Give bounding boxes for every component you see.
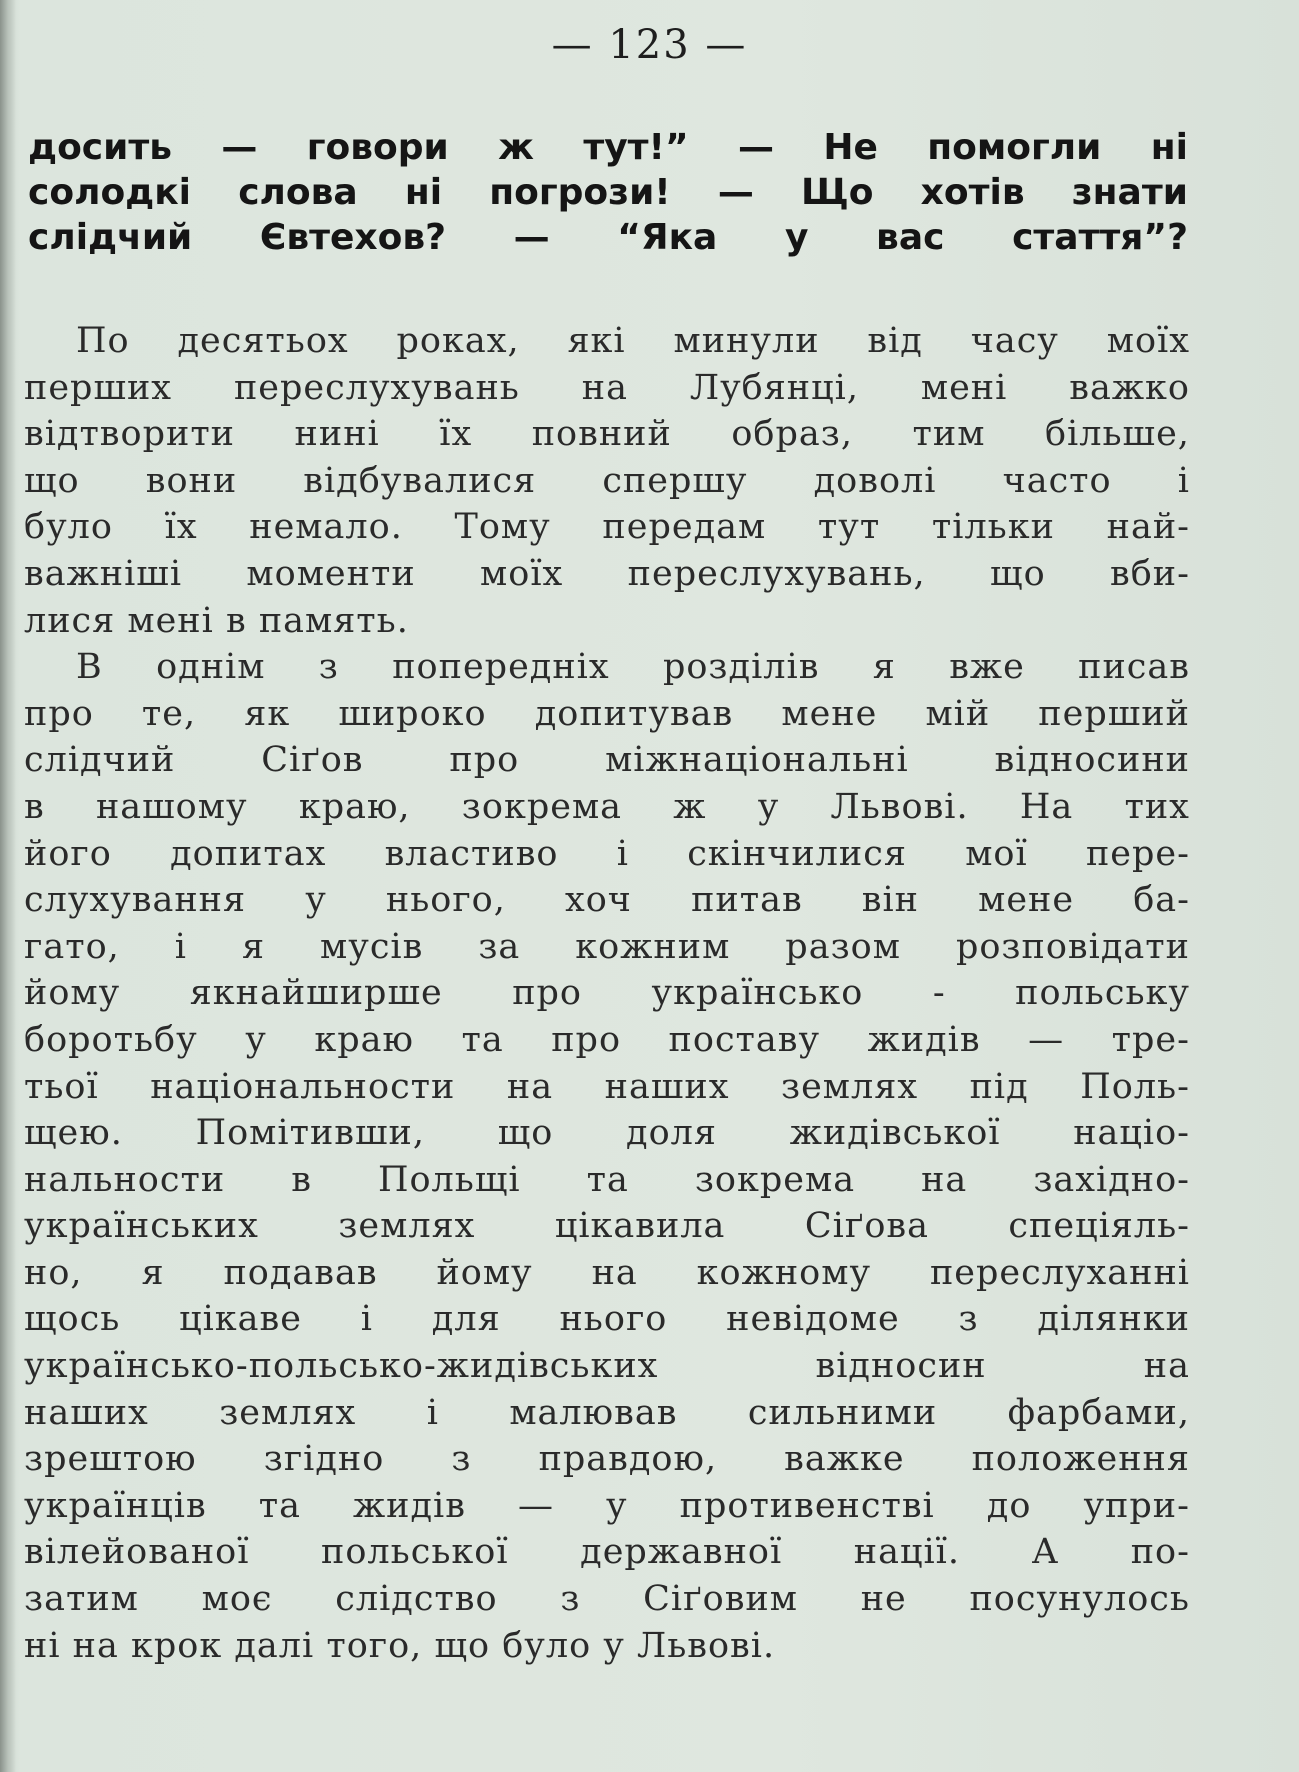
word: однім	[156, 647, 266, 688]
word: подавав	[223, 1252, 378, 1293]
text-line	[24, 784, 1190, 831]
word: що	[24, 460, 80, 501]
word: як	[244, 693, 291, 734]
word: нього	[559, 1299, 668, 1340]
word: образ,	[731, 414, 853, 455]
text-line	[24, 1203, 1190, 1250]
word: міжнаціональні	[605, 740, 909, 781]
word: кожним	[575, 926, 731, 967]
word: і	[616, 833, 629, 874]
word: українців	[24, 1485, 207, 1526]
word: я	[872, 647, 896, 688]
word: Сіґова	[804, 1206, 929, 1247]
word: доволі	[813, 460, 937, 501]
word: По	[76, 321, 130, 361]
word: допитував	[534, 693, 734, 734]
word: щею.	[24, 1113, 123, 1154]
text-line	[24, 1436, 1190, 1483]
word: мусів	[320, 926, 424, 967]
word: память.	[258, 600, 409, 641]
word: українсько	[651, 973, 864, 1014]
word: скінчилися	[687, 833, 907, 874]
word: властиво	[384, 833, 559, 874]
text-line	[24, 1296, 1190, 1343]
word: сильними	[747, 1392, 938, 1433]
word: попередніх	[392, 647, 610, 688]
word: помогли	[927, 127, 1102, 168]
text-line	[24, 458, 1190, 505]
word: пере-	[1085, 833, 1190, 874]
word: ні	[404, 172, 443, 213]
word: мене	[781, 693, 878, 734]
word: від	[867, 321, 923, 361]
word: тих	[1124, 786, 1190, 827]
word: не	[860, 1579, 907, 1620]
word: за	[478, 926, 521, 967]
word: десятьох	[177, 321, 349, 361]
word: —	[1028, 1019, 1065, 1060]
word: —	[737, 127, 774, 168]
word: Не	[823, 127, 878, 168]
text-line	[24, 318, 1190, 365]
word: вби-	[1110, 553, 1190, 594]
word: на	[921, 1159, 968, 1200]
word: для	[431, 1299, 501, 1340]
text-line	[24, 644, 1190, 691]
word: в	[291, 1159, 312, 1200]
word: говори	[306, 127, 449, 168]
word: ні	[24, 1625, 73, 1666]
text-line	[24, 1110, 1190, 1157]
word: західно-	[1033, 1159, 1190, 1200]
text-line	[24, 1017, 1190, 1064]
word: солодкі	[28, 172, 192, 213]
word: під	[969, 1066, 1029, 1107]
word: українських	[24, 1206, 259, 1247]
word: допитах	[170, 833, 327, 874]
word: переслухувань,	[627, 553, 926, 594]
word: спеціяль-	[1008, 1206, 1190, 1247]
word: —	[717, 172, 754, 213]
word: з	[318, 647, 339, 688]
word: слідство	[335, 1579, 498, 1620]
word: лися	[24, 600, 128, 641]
word: тре-	[1111, 1019, 1190, 1060]
word: кожному	[696, 1252, 872, 1293]
word: гато,	[24, 926, 120, 967]
word: минули	[673, 321, 820, 361]
word: з	[958, 1299, 979, 1340]
word: краю	[314, 1019, 414, 1060]
word: ж	[673, 786, 707, 827]
word: широко	[338, 693, 487, 734]
word: мій	[925, 693, 991, 734]
word: мені	[920, 367, 1008, 408]
word: —	[221, 127, 258, 168]
heading-line	[28, 125, 1188, 170]
word: з	[560, 1579, 581, 1620]
text-line	[24, 365, 1190, 412]
word: Що	[801, 172, 874, 213]
word: на	[591, 1252, 638, 1293]
word: польської	[321, 1532, 509, 1573]
word: посунулось	[969, 1579, 1190, 1620]
word: невідоме	[726, 1299, 900, 1340]
word: на	[581, 367, 628, 408]
word: більше,	[1044, 414, 1190, 455]
word: противенстві	[679, 1485, 935, 1526]
word: та	[461, 1019, 504, 1060]
word: мені	[127, 600, 226, 641]
word: правдою,	[538, 1439, 718, 1480]
word: їх	[439, 414, 473, 455]
word: питав	[691, 880, 803, 921]
word: про	[449, 740, 520, 781]
word: тільки	[931, 507, 1055, 548]
word: те,	[141, 693, 197, 734]
word: положення	[971, 1439, 1190, 1480]
bold-heading	[28, 125, 1188, 260]
word: про	[551, 1019, 622, 1060]
word: націо-	[1073, 1113, 1190, 1154]
word: у	[245, 1019, 267, 1060]
word: слідчий	[24, 740, 176, 781]
word: вони	[145, 460, 238, 501]
word: слідчий	[28, 217, 193, 258]
word: Євтехов?	[259, 217, 447, 258]
word: -	[932, 973, 946, 1014]
word: моїх	[480, 553, 564, 594]
word: тут	[817, 507, 881, 548]
word: наших	[24, 1392, 149, 1433]
word: та	[586, 1159, 629, 1200]
word: знати	[1071, 172, 1188, 213]
word: землях	[219, 1392, 357, 1433]
word: Лубянці,	[689, 367, 859, 408]
paragraph-2	[24, 644, 1190, 1669]
text-line	[24, 1343, 1190, 1390]
word: малював	[509, 1392, 678, 1433]
word: цікаве	[179, 1299, 302, 1340]
word: було	[502, 1625, 604, 1666]
text-line	[24, 598, 1190, 645]
word: Поль-	[1080, 1066, 1190, 1107]
word: у	[606, 1485, 628, 1526]
word: поставу	[668, 1019, 821, 1060]
word: повний	[531, 414, 672, 455]
word: най-	[1106, 507, 1190, 548]
body-text	[24, 318, 1190, 1669]
word: по-	[1130, 1532, 1190, 1573]
word: і	[360, 1299, 373, 1340]
word: якнайширше	[189, 973, 443, 1014]
word: розповідати	[955, 926, 1190, 967]
word: Сіґов	[261, 740, 364, 781]
word: часу	[970, 321, 1059, 361]
word: важко	[1069, 367, 1190, 408]
word: “Яка	[617, 217, 718, 258]
word: наших	[604, 1066, 730, 1107]
word: Львові.	[637, 1625, 776, 1666]
word: вже	[949, 647, 1025, 688]
word: далі	[234, 1625, 327, 1666]
word: А	[1031, 1532, 1060, 1573]
word: хоч	[565, 880, 632, 921]
word: моїх	[1106, 321, 1190, 361]
word: На	[1019, 786, 1074, 827]
word: згідно	[263, 1439, 385, 1480]
word: і	[426, 1392, 439, 1433]
word: моє	[201, 1579, 273, 1620]
word: землях	[780, 1066, 919, 1107]
text-line	[24, 1529, 1190, 1576]
word: до	[986, 1485, 1032, 1526]
word: і	[174, 926, 187, 967]
word: з	[451, 1439, 472, 1480]
word: того,	[326, 1625, 435, 1666]
word: важніші	[24, 553, 183, 594]
word: мене	[978, 880, 1075, 921]
word: йому	[436, 1252, 533, 1293]
word: слухування	[24, 880, 247, 921]
word: важке	[784, 1439, 905, 1480]
word: та	[258, 1485, 301, 1526]
word: щось	[24, 1299, 121, 1340]
word: перший	[1038, 693, 1190, 734]
word: спершу	[602, 460, 748, 501]
word: нації.	[853, 1532, 960, 1573]
word: які	[567, 321, 626, 361]
text-line	[24, 737, 1190, 784]
word: ні	[1150, 127, 1188, 168]
word: тут!”	[583, 127, 689, 168]
word: у	[757, 786, 780, 827]
word: Львові.	[830, 786, 969, 827]
word: я	[141, 1252, 165, 1293]
word: нашому	[95, 786, 248, 827]
page-number: — 123 —	[551, 22, 748, 68]
word: землях	[338, 1206, 476, 1247]
word: розділів	[662, 647, 820, 688]
word: погрози!	[489, 172, 671, 213]
text-line	[24, 504, 1190, 551]
word: про	[512, 973, 583, 1014]
word: він	[861, 880, 919, 921]
word: упри-	[1083, 1485, 1190, 1526]
word: польську	[1015, 973, 1190, 1014]
word: зрештою	[24, 1439, 197, 1480]
word: в	[24, 786, 45, 827]
book-spine-shadow	[0, 0, 16, 1772]
word: тьої	[24, 1066, 99, 1107]
word: ж	[498, 127, 534, 168]
word: переслуханні	[929, 1252, 1190, 1293]
word: Сіґовим	[643, 1579, 798, 1620]
word: краю,	[298, 786, 411, 827]
word: у	[305, 880, 327, 921]
word: в	[225, 600, 259, 641]
word: перших	[24, 367, 173, 408]
word: йому	[24, 973, 121, 1014]
word: переслухувань	[233, 367, 520, 408]
word: мої	[965, 833, 1028, 874]
word: на	[506, 1066, 554, 1107]
text-line	[24, 1483, 1190, 1530]
text-line	[24, 1576, 1190, 1623]
word: ділянки	[1037, 1299, 1190, 1340]
word: у	[603, 1625, 638, 1666]
text-line	[24, 924, 1190, 971]
word: часто	[1002, 460, 1112, 501]
heading-line	[28, 170, 1188, 215]
word: Польщі	[377, 1159, 521, 1200]
word: державної	[580, 1532, 783, 1573]
text-line	[24, 877, 1190, 924]
text-line	[24, 1157, 1190, 1204]
word: жидівської	[789, 1113, 1001, 1154]
word: жидів	[867, 1019, 981, 1060]
word: стаття”?	[1012, 217, 1188, 258]
word: що	[990, 553, 1046, 594]
word: їх	[164, 507, 198, 548]
word: відносини	[994, 740, 1190, 781]
word: нього,	[385, 880, 506, 921]
word: ба-	[1133, 880, 1190, 921]
word: жидів	[352, 1485, 466, 1526]
text-line	[24, 691, 1190, 738]
word: роках,	[396, 321, 520, 361]
word: разом	[785, 926, 901, 967]
word: передам	[602, 507, 767, 548]
word: —	[517, 1485, 554, 1526]
word: боротьбу	[24, 1019, 198, 1060]
word: було	[24, 507, 113, 548]
text-line	[24, 551, 1190, 598]
word: зокрема	[694, 1159, 856, 1200]
word: що	[497, 1113, 554, 1154]
text-line	[24, 411, 1190, 458]
word: нальности	[24, 1159, 226, 1200]
word: —	[513, 217, 550, 258]
word: у	[784, 217, 809, 258]
word: нині	[294, 414, 380, 455]
word: досить	[28, 127, 172, 168]
word: про	[24, 693, 94, 734]
word: но,	[24, 1252, 83, 1293]
word: вілейованої	[24, 1532, 250, 1573]
word: відтворити	[24, 414, 236, 455]
word: цікавила	[554, 1206, 726, 1247]
word: слова	[238, 172, 358, 213]
word: українсько-польсько-жидівських	[24, 1346, 659, 1387]
word: на	[1143, 1346, 1190, 1387]
word: його	[24, 833, 112, 874]
word: на	[72, 1625, 131, 1666]
text-line	[24, 831, 1190, 878]
paragraph-1	[24, 318, 1190, 644]
word: хотів	[920, 172, 1025, 213]
word: зокрема	[461, 786, 623, 827]
word: вас	[876, 217, 945, 258]
word: В	[76, 647, 103, 688]
word: писав	[1078, 647, 1190, 688]
word: моменти	[246, 553, 416, 594]
text-line	[24, 1250, 1190, 1297]
word: Помітивши,	[195, 1113, 425, 1154]
text-line	[24, 970, 1190, 1017]
word: і	[1177, 460, 1190, 501]
text-line	[24, 1390, 1190, 1437]
heading-line	[28, 215, 1188, 260]
text-line	[24, 1064, 1190, 1111]
word: Тому	[454, 507, 551, 548]
word: доля	[626, 1113, 717, 1154]
word: затим	[24, 1579, 139, 1620]
word: фарбами,	[1007, 1392, 1190, 1433]
word: немало.	[249, 507, 403, 548]
word: тим	[912, 414, 986, 455]
word: національности	[150, 1066, 456, 1107]
word: я	[241, 926, 266, 967]
text-line	[24, 1623, 1190, 1670]
word: відбувалися	[303, 460, 537, 501]
word: відносин	[815, 1346, 987, 1387]
word: що	[434, 1625, 503, 1666]
word: крок	[130, 1625, 235, 1666]
